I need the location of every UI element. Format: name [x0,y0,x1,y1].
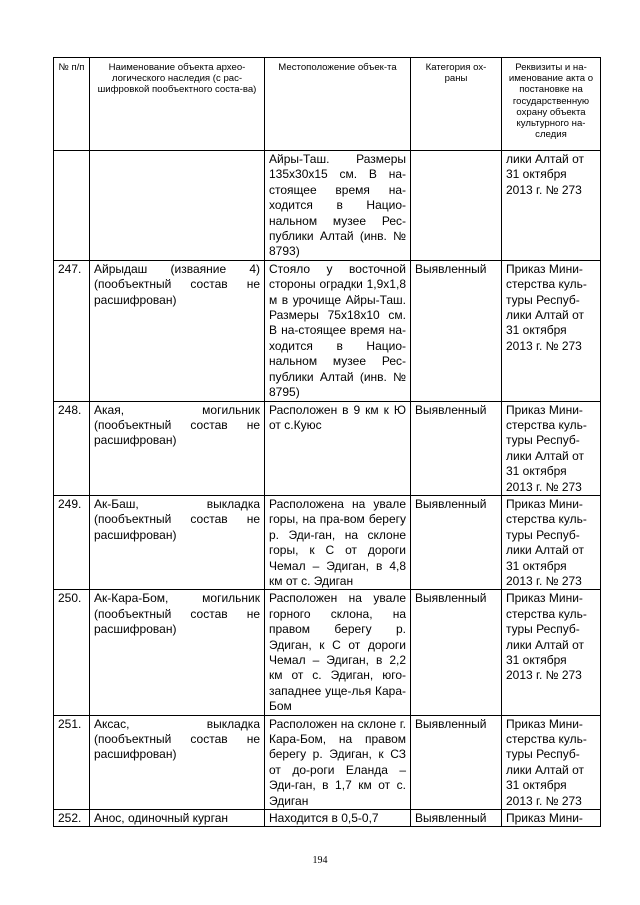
header-object-name: Наименование объекта архео-логического наследия (с рас-шифровкой пообъектного соста-ва) [90,58,265,151]
row-location: Расположена на увале горы, на пра-вом берегу р. Эди-ган, на склоне горы, к С от дороги Чемал – Эдиган, в 4,8 км от с. Эдиган [265,495,411,589]
header-act-details: Реквизиты и на-именование акта о постановке на государственную охрану объекта культурного на-следия [502,58,601,151]
heritage-registry-table [53,57,601,827]
row-object-name: Ак-Кара-Бом, могильник (пообъектный состав не расшифрован) [90,590,265,715]
row-location: Стояло у восточной стороны оградки 1,9х1,8 м в урочище Айры-Таш. Размеры 75х18х10 см. В на-стоящее время на-ходится в Нацио-нальном музее Рес-публики Алтай (инв. № 8795) [265,260,411,401]
row-object-name: Аксас, выкладка (пообъектный состав не расшифрован) [90,715,265,809]
table-row [54,401,601,495]
row-number: 251. [54,715,90,809]
row-number: 250. [54,590,90,715]
row-location: Расположен на увале горного склона, на правом берегу р. Эдиган, к С от дороги Чемал – Эдиган, в 2,2 км от с. Эдиган, юго-западнее уще-лья Кара-Бом [265,590,411,715]
row-act: Приказ Мини-стерства куль-туры Респуб-лики Алтай от 31 октября 2013 г. № 273 [502,495,601,589]
header-location: Местоположение объек-та [265,58,411,151]
table-row [54,260,601,401]
row-category: Выявленный [411,495,502,589]
table-header-row [54,58,601,151]
row-act: Приказ Мини-стерства куль-туры Респуб-лики Алтай от 31 октября 2013 г. № 273 [502,715,601,809]
row-location: Расположен в 9 км к Ю от с.Куюс [265,401,411,495]
table-row [54,715,601,809]
row-category: Выявленный [411,590,502,715]
row-number: 248. [54,401,90,495]
table-row [54,810,601,827]
row-location: Находится в 0,5-0,7 [265,810,411,827]
row-number: 247. [54,260,90,401]
header-number: № п/п [54,58,90,151]
row-location: Айры-Таш. Размеры 135х30х15 см. В на-стоящее время на-ходится в Нацио-нальном музее Рес-публики Алтай (инв. № 8793) [265,151,411,261]
row-object-name: Ак-Баш, выкладка (пообъектный состав не расшифрован) [90,495,265,589]
table-row [54,495,601,589]
row-object-name [90,151,265,261]
row-number: 249. [54,495,90,589]
row-category: Выявленный [411,810,502,827]
row-act: Приказ Мини-стерства куль-туры Респуб-лики Алтай от 31 октября 2013 г. № 273 [502,260,601,401]
row-location: Расположен на склоне г. Кара-Бом, на правом берегу р. Эдиган, к СЗ от до-роги Еланда – Эди-ган, в 1,7 км от с. Эдиган [265,715,411,809]
row-act: Приказ Мини-стерства куль-туры Респуб-лики Алтай от 31 октября 2013 г. № 273 [502,401,601,495]
row-number: 252. [54,810,90,827]
header-protection-category: Категория ох-раны [411,58,502,151]
table-row [54,590,601,715]
row-act: Приказ Мини-стерства куль-туры Респуб-лики Алтай от 31 октября 2013 г. № 273 [502,590,601,715]
row-category [411,151,502,261]
row-object-name: Анос, одиночный курган [90,810,265,827]
row-category: Выявленный [411,260,502,401]
table-row [54,151,601,261]
row-category: Выявленный [411,401,502,495]
row-category: Выявленный [411,715,502,809]
row-object-name: Акая, могильник (пообъектный состав не расшифрован) [90,401,265,495]
row-act: лики Алтай от 31 октября 2013 г. № 273 [502,151,601,261]
row-act: Приказ Мини- [502,810,601,827]
row-object-name: Айрыдаш (изваяние 4) (пообъектный состав не расшифрован) [90,260,265,401]
page-number: 194 [312,855,328,866]
row-number [54,151,90,261]
